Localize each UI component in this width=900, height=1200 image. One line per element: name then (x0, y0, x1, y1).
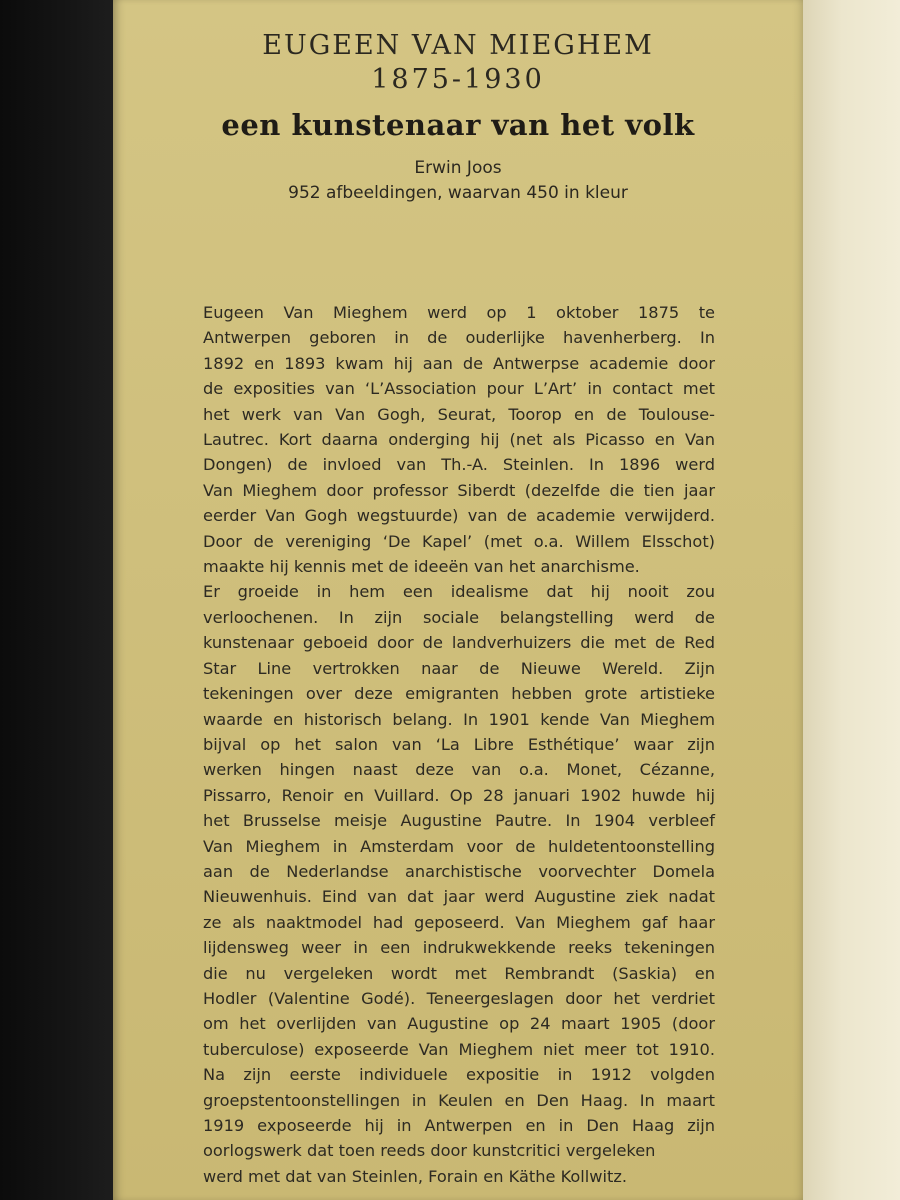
text-line: ze als naaktmodel had geposeerd. Van Mieghem gaf haar (203, 912, 715, 932)
text-line (203, 1164, 715, 1176)
text-line: bijval op het salon van ‘La Libre Esthétique’ waar zijn (203, 734, 715, 754)
text-line: tuberculose) exposeerde Van Mieghem niet meer tot 1910. (203, 1039, 715, 1059)
biography-text (203, 300, 715, 1176)
text-line: maakte hij kennis met de ideeën van het anarchisme. (203, 557, 640, 577)
text-line: het Brusselse meisje Augustine Pautre. In 1904 verbleef (203, 811, 715, 831)
text-line: Eugeen Van Mieghem werd op 1 oktober 1875 te (203, 303, 715, 322)
text-line: aan de Nederlandse anarchistische voorvechter Domela (203, 861, 715, 881)
text-line: Antwerpen geboren in de ouderlijke havenherberg. In (203, 328, 715, 348)
text-line: verloochenen. In zijn sociale belangstelling werd de (203, 607, 715, 627)
text-line: 1919 exposeerde hij in Antwerpen en in Den Haag zijn (203, 1116, 715, 1135)
text-line: Door de vereniging ‘De Kapel’ (met o.a. Willem Elsschot) (203, 531, 715, 551)
text-line: Dongen) de invloed van Th.-A. Steinlen. In 1896 werd (203, 455, 715, 475)
text-line: om het overlijden van Augustine op 24 maart 1905 (door (203, 1014, 715, 1034)
text-line: lijdensweg weer in een indrukwekkende reeks tekeningen (203, 938, 715, 958)
text-line: oorlogswerk dat toen reeds door kunstcritici vergeleken (203, 1141, 656, 1161)
text-line: Van Mieghem in Amsterdam voor de huldetentoonstelling (203, 836, 715, 856)
background-paper (803, 0, 900, 1200)
text-line: Er groeide in hem een idealisme dat hij nooit zou (203, 582, 715, 602)
text-line: Na zijn eerste individuele expositie in 1912 volgden (203, 1065, 715, 1085)
text-line: die nu vergeleken wordt met Rembrandt (Saskia) en (203, 963, 715, 983)
text-line: Nieuwenhuis. Eind van dat jaar werd Augustine ziek nadat (203, 887, 715, 907)
text-line: kunstenaar geboeid door de landverhuizers die met de Red (203, 633, 715, 653)
text-line: het werk van Van Gogh, Seurat, Toorop en de Toulouse- (203, 404, 715, 424)
text-line: tekeningen over deze emigranten hebben grote artistieke (203, 684, 715, 704)
text-line: waarde en historisch belang. In 1901 kende Van Mieghem (203, 709, 715, 729)
text-line: Van Mieghem door professor Siberdt (dezelfde die tien jaar (203, 480, 715, 500)
illustration-count: 952 afbeeldingen, waarvan 450 in kleur (288, 183, 628, 203)
text-line: groepstentoonstellingen in Keulen en Den Haag. In maart (203, 1090, 715, 1110)
text-line: Star Line vertrokken naar de Nieuwe Wereld. Zijn (203, 658, 715, 678)
author-heading: EUGEEN VAN MIEGHEM (262, 30, 654, 61)
book-subtitle: een kunstenaar van het volk (221, 108, 695, 142)
life-years: 1875-1930 (371, 64, 545, 95)
text-line: Hodler (Valentine Godé). Teneergeslagen door het verdriet (203, 988, 715, 1008)
book-spine-shadow (0, 0, 113, 1200)
text-line: werken hingen naast deze van o.a. Monet, Cézanne, (203, 760, 715, 780)
text-line: Lautrec. Kort daarna onderging hij (net als Picasso en Van (203, 430, 715, 450)
text-line: eerder Van Gogh wegstuurde) van de academie verwijderd. (203, 506, 715, 526)
text-line: de exposities van ‘L’Association pour L’Art’ in contact met (203, 379, 715, 399)
text-line: 1892 en 1893 kwam hij aan de Antwerpse academie door (203, 353, 715, 373)
writer-name: Erwin Joos (414, 158, 502, 178)
text-line: Pissarro, Renoir en Vuillard. Op 28 januari 1902 huwde hij (203, 785, 715, 805)
